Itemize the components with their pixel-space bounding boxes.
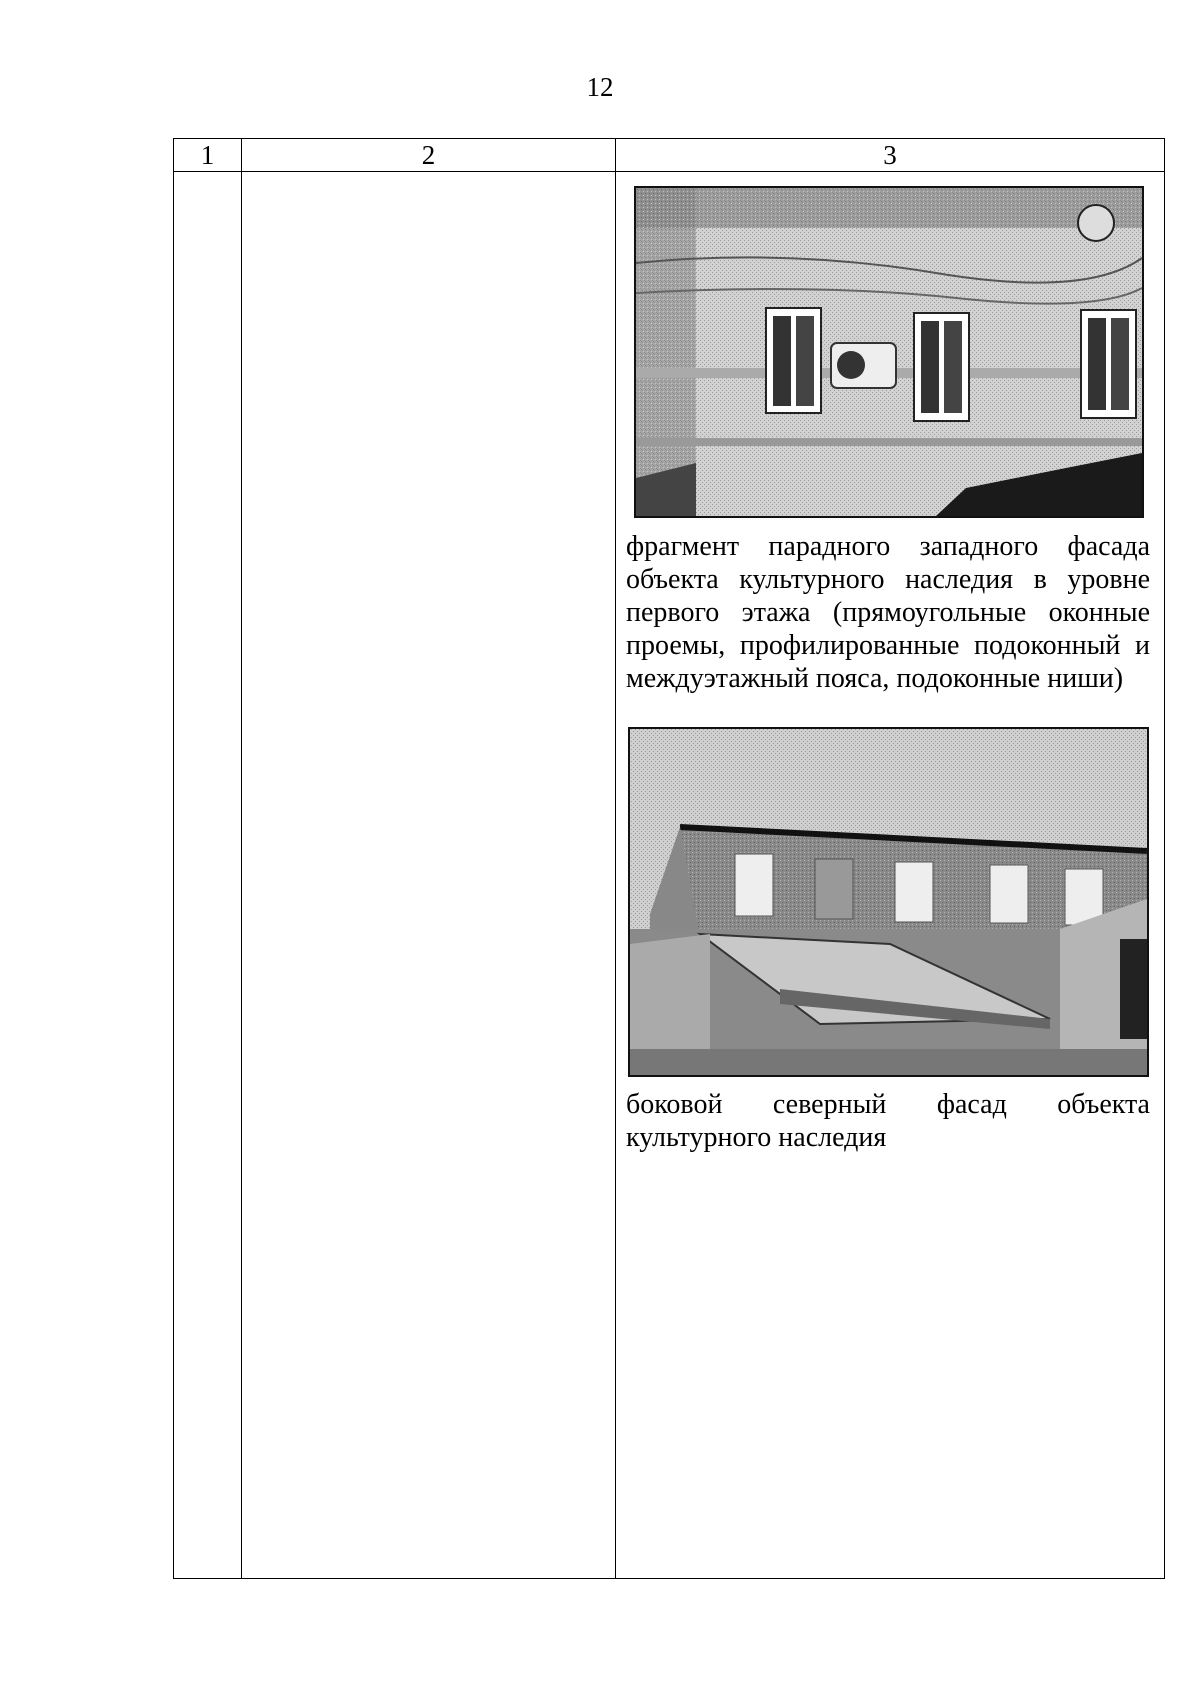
cell-column-2 [242,172,616,1579]
column-header-3: 3 [616,139,1165,172]
north-facade-caption-line2: культурного наследия [626,1122,887,1153]
north-facade-photo [628,727,1149,1077]
column-header-2: 2 [242,139,616,172]
west-facade-caption: фрагмент парадного западного фасада объекта культурного наследия в уровне первого этажа (прямоугольные оконные проемы, профилированные подоконный и междуэтажный пояса, подоконные ниши) [626,531,1150,694]
table-header-row [174,139,1165,172]
west-facade-photo [634,186,1144,518]
page-number: 12 [586,72,614,102]
north-facade-caption-line1: боковой северный фасад объекта [626,1089,1150,1120]
column-header-1: 1 [174,139,242,172]
cell-column-1 [174,172,242,1579]
